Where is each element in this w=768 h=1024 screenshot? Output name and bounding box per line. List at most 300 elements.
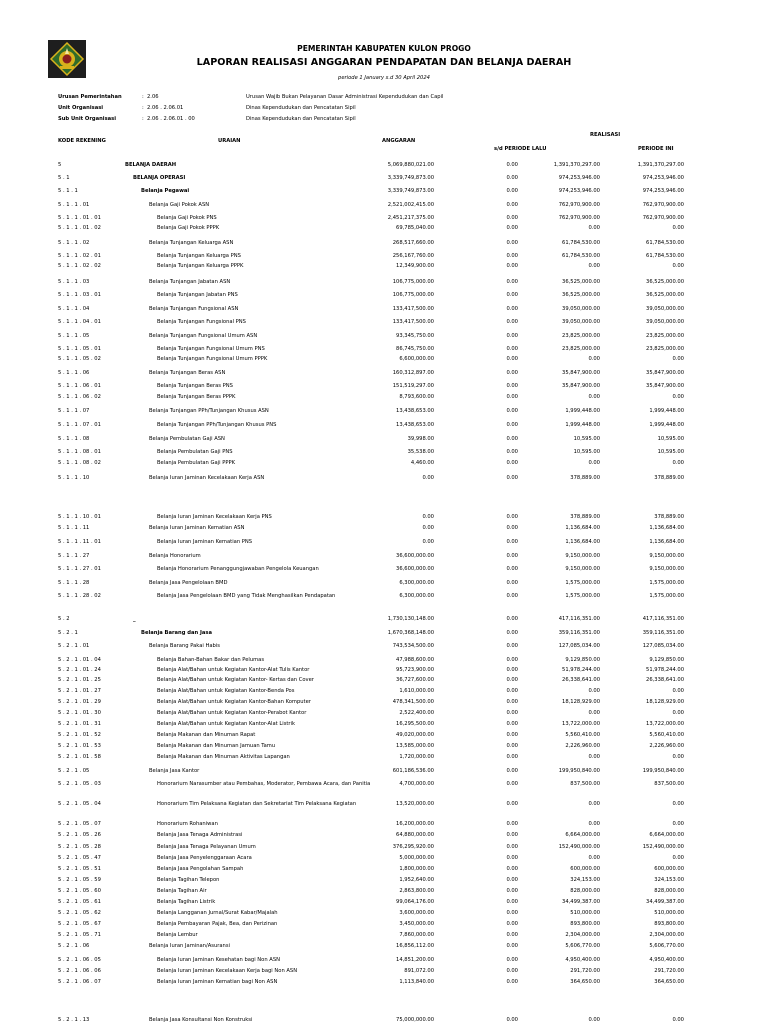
meta-colon: :	[142, 105, 144, 111]
realization-previous-period: 0.00	[506, 910, 518, 916]
account-code: 5 . 1 . 1 . 28	[58, 580, 90, 586]
account-code: 5 . 2 . 1 . 05 . 28	[58, 844, 101, 850]
realization-cumulative: 5,560,410.00	[649, 732, 684, 738]
budget-amount: 1,113,840.00	[399, 979, 434, 985]
budget-amount: 16,856,112.00	[396, 943, 434, 949]
account-description: Belanja Alat/Bahan untuk Kegiatan Kantor-Bahan Komputer	[157, 699, 311, 705]
budget-amount: 1,952,640.00	[399, 877, 434, 883]
account-code: 5 . 2 . 1 . 01 . 53	[58, 743, 101, 749]
account-code: 5 . 1 . 1 . 10	[58, 475, 90, 481]
realization-previous-period: 0.00	[506, 957, 518, 963]
account-description: Belanja Pegawai	[141, 188, 190, 194]
meta-desc: Dinas Kependudukan dan Pencatatan Sipil	[246, 116, 356, 122]
realization-previous-period: 0.00	[506, 356, 518, 362]
budget-amount: 3,600,000.00	[399, 910, 434, 916]
budget-amount: 64,880,000.00	[396, 832, 434, 838]
account-description: Belanja Tunjangan Fungsional Umum PNS	[157, 346, 265, 352]
realization-cumulative: 0.00	[672, 688, 684, 694]
account-code: 5 . 2 . 1 . 01 . 31	[58, 721, 101, 727]
realization-previous-period: 0.00	[506, 188, 518, 194]
realization-this-period: 1,391,370,297.00	[553, 162, 600, 168]
budget-amount: 13,520,000.00	[396, 801, 434, 807]
budget-amount: 12,349,900.00	[396, 263, 434, 269]
meta-label: Urusan Pemerintahan	[58, 94, 122, 100]
account-code: 5	[58, 162, 62, 168]
budget-amount: 36,600,000.00	[396, 566, 434, 572]
realization-previous-period: 0.00	[506, 710, 518, 716]
account-description: _	[133, 616, 136, 622]
account-code: 5 . 1 . 1	[58, 188, 78, 194]
account-code: 5 . 1 . 1 . 27	[58, 553, 90, 559]
account-description: Honorarium Rohaniwan	[157, 821, 218, 827]
col-header-kode: KODE REKENING	[58, 138, 106, 144]
account-code: 5 . 2	[58, 616, 70, 622]
realization-previous-period: 0.00	[506, 801, 518, 807]
account-code: 5 . 2 . 1 . 05 . 03	[58, 781, 101, 787]
realization-cumulative: 61,784,530.00	[646, 253, 684, 259]
account-description: Belanja Tunjangan Keluarga ASN	[149, 240, 234, 246]
budget-amount: 133,417,500.00	[392, 319, 434, 325]
account-code: 5 . 2 . 1 . 05 . 62	[58, 910, 101, 916]
realization-previous-period: 0.00	[506, 460, 518, 466]
budget-amount: 268,517,660.00	[392, 240, 434, 246]
realization-previous-period: 0.00	[506, 1017, 518, 1023]
account-description: Honorarium Narasumber atau Pembahas, Moderator, Pembawa Acara, dan Panitia	[157, 781, 371, 787]
realization-this-period: 26,338,641.00	[562, 677, 600, 683]
account-code: 5 . 2 . 1 . 01 . 25	[58, 677, 101, 683]
account-code: 5 . 1 . 1 . 05 . 02	[58, 356, 101, 362]
budget-amount: 6,300,000.00	[399, 580, 434, 586]
realization-previous-period: 0.00	[506, 877, 518, 883]
budget-amount: 35,538.00	[407, 449, 434, 455]
realization-cumulative: 4,950,400.00	[649, 957, 684, 963]
account-description: Belanja Tunjangan Jabatan ASN	[149, 279, 231, 285]
account-code: 5 . 1 . 1 . 27 . 01	[58, 566, 101, 572]
account-code: 5 . 1 . 1 . 01 . 01	[58, 215, 101, 221]
account-code: 5 . 2 . 1 . 01 . 27	[58, 688, 101, 694]
realization-cumulative: 36,525,000.00	[646, 279, 684, 285]
col-header-anggaran: ANGGARAN	[382, 138, 416, 144]
budget-amount: 1,720,000.00	[399, 754, 434, 760]
account-code: 5 . 1 . 1 . 04 . 01	[58, 319, 101, 325]
meta-label: Sub Unit Organisasi	[58, 116, 117, 122]
budget-amount: 36,600,000.00	[396, 553, 434, 559]
budget-amount: 106,775,000.00	[392, 292, 434, 298]
realization-cumulative: 1,999,448.00	[649, 422, 684, 428]
realization-cumulative: 35,847,900.00	[646, 370, 684, 376]
realization-previous-period: 0.00	[506, 566, 518, 572]
realization-cumulative: 9,129,850.00	[649, 657, 684, 663]
meta-desc: Dinas Kependudukan dan Pencatatan Sipil	[246, 105, 356, 111]
report-title: LAPORAN REALISASI ANGGARAN PENDAPATAN DAN BELANJA DAERAH	[196, 57, 572, 68]
realization-cumulative: 199,950,840.00	[642, 768, 684, 774]
realization-this-period: 828,000.00	[570, 888, 600, 894]
realization-cumulative: 34,499,387.00	[646, 899, 684, 905]
realization-this-period: 9,150,000.00	[565, 553, 600, 559]
realization-cumulative: 35,847,900.00	[646, 383, 684, 389]
account-code: 5 . 1 . 1 . 02	[58, 240, 90, 246]
realization-this-period: 0.00	[588, 225, 600, 231]
realization-cumulative: 974,253,946.00	[642, 175, 684, 181]
realization-cumulative: 828,000.00	[654, 888, 684, 894]
realization-previous-period: 0.00	[506, 215, 518, 221]
account-code: 5 . 2 . 1 . 01 . 30	[58, 710, 101, 716]
realization-cumulative: 0.00	[672, 801, 684, 807]
account-code: 5 . 2 . 1 . 05 . 61	[58, 899, 101, 905]
account-code: 5 . 1 . 1 . 11 . 01	[58, 539, 101, 545]
realization-previous-period: 0.00	[506, 593, 518, 599]
account-code: 5 . 2 . 1 . 06 . 06	[58, 968, 101, 974]
budget-amount: 13,585,000.00	[396, 743, 434, 749]
budget-amount: 16,295,500.00	[396, 721, 434, 727]
realization-this-period: 18,128,929.00	[562, 699, 600, 705]
realization-this-period: 974,253,946.00	[558, 175, 600, 181]
budget-amount: 133,417,500.00	[392, 306, 434, 312]
realization-previous-period: 0.00	[506, 979, 518, 985]
budget-amount: 3,450,000.00	[399, 921, 434, 927]
account-code: 5 . 2 . 1 . 01 . 29	[58, 699, 101, 705]
realization-this-period: 417,116,351.00	[558, 616, 600, 622]
account-code: 5 . 2 . 1 . 05 . 67	[58, 921, 101, 927]
realization-this-period: 6,664,000.00	[565, 832, 600, 838]
realization-previous-period: 0.00	[506, 346, 518, 352]
budget-amount: 36,727,600.00	[396, 677, 434, 683]
account-code: 5 . 1 . 1 . 07	[58, 408, 90, 414]
realization-cumulative: 837,500.00	[654, 781, 684, 787]
realization-previous-period: 0.00	[506, 514, 518, 520]
realization-this-period: 378,889.00	[570, 475, 600, 481]
realization-previous-period: 0.00	[506, 202, 518, 208]
realization-cumulative: 0.00	[672, 710, 684, 716]
account-code: 5 . 1 . 1 . 11	[58, 525, 90, 531]
realization-cumulative: 2,304,000.00	[649, 932, 684, 938]
realization-cumulative: 0.00	[672, 263, 684, 269]
account-code: 5 . 1 . 1 . 03 . 01	[58, 292, 101, 298]
budget-amount: 69,785,040.00	[396, 225, 434, 231]
realization-previous-period: 0.00	[506, 921, 518, 927]
account-code: 5 . 2 . 1 . 05 . 60	[58, 888, 101, 894]
realization-cumulative: 36,525,000.00	[646, 292, 684, 298]
account-code: 5 . 1 . 1 . 06 . 01	[58, 383, 101, 389]
realization-this-period: 1,999,448.00	[565, 422, 600, 428]
realization-previous-period: 0.00	[506, 699, 518, 705]
realization-cumulative: 1,575,000.00	[649, 593, 684, 599]
account-description: Belanja Bahan-Bahan Bakar dan Pelumas	[157, 657, 265, 663]
realization-this-period: 0.00	[588, 356, 600, 362]
realization-this-period: 1,136,684.00	[565, 539, 600, 545]
realization-this-period: 974,253,946.00	[558, 188, 600, 194]
realization-previous-period: 0.00	[506, 888, 518, 894]
col-header-lalu: s/d PERIODE LALU	[494, 146, 547, 152]
account-description: Belanja Jasa Tenaga Administrasi	[157, 832, 243, 838]
realization-cumulative: 39,050,000.00	[646, 306, 684, 312]
account-description: Belanja Tunjangan Beras PNS	[157, 383, 233, 389]
account-code: 5 . 2 . 1 . 05 . 26	[58, 832, 101, 838]
budget-amount: 6,600,000.00	[399, 356, 434, 362]
account-description: Belanja Tagihan Air	[157, 888, 207, 894]
realization-this-period: 2,226,960.00	[565, 743, 600, 749]
realization-this-period: 0.00	[588, 801, 600, 807]
account-description: Belanja Langganan Jurnal/Surat Kabar/Majalah	[157, 910, 278, 916]
realization-this-period: 1,999,448.00	[565, 408, 600, 414]
account-description: Belanja Tunjangan Keluarga PPPK	[157, 263, 244, 269]
realization-cumulative: 9,150,000.00	[649, 553, 684, 559]
realization-this-period: 9,129,850.00	[565, 657, 600, 663]
realization-cumulative: 0.00	[672, 821, 684, 827]
budget-amount: 478,341,500.00	[392, 699, 434, 705]
realization-previous-period: 0.00	[506, 743, 518, 749]
col-header-realisasi: REALISASI	[590, 132, 621, 138]
realization-previous-period: 0.00	[506, 319, 518, 325]
budget-amount: 13,438,653.00	[396, 408, 434, 414]
realization-previous-period: 0.00	[506, 643, 518, 649]
realization-cumulative: 6,664,000.00	[649, 832, 684, 838]
realization-previous-period: 0.00	[506, 539, 518, 545]
account-description: Belanja Jasa Pengolahan Sampah	[157, 866, 244, 872]
realization-this-period: 291,720.00	[570, 968, 600, 974]
realization-this-period: 0.00	[588, 263, 600, 269]
account-code: 5 . 1 . 1 . 10 . 01	[58, 514, 101, 520]
account-description: Belanja Makanan dan Minuman Jamuan Tamu	[157, 743, 276, 749]
account-description: Belanja Jasa Pengelolaan BMD yang Tidak Menghasilkan Pendapatan	[157, 593, 336, 599]
realization-previous-period: 0.00	[506, 630, 518, 636]
realization-this-period: 39,050,000.00	[562, 306, 600, 312]
budget-amount: 13,438,653.00	[396, 422, 434, 428]
realization-cumulative: 61,784,530.00	[646, 240, 684, 246]
account-code: 5 . 1 . 1 . 01 . 02	[58, 225, 101, 231]
account-description: Belanja Tagihan Listrik	[157, 899, 216, 905]
budget-amount: 5,000,000.00	[399, 855, 434, 861]
realization-cumulative: 417,116,351.00	[642, 616, 684, 622]
realization-previous-period: 0.00	[506, 422, 518, 428]
account-description: Belanja Alat/Bahan untuk Kegiatan Kantor-Perabot Kantor	[157, 710, 307, 716]
realization-this-period: 837,500.00	[570, 781, 600, 787]
account-description: Belanja Tunjangan Beras PPPK	[157, 394, 236, 400]
realization-previous-period: 0.00	[506, 475, 518, 481]
account-code: 5 . 1 . 1 . 08 . 01	[58, 449, 101, 455]
budget-amount: 4,460.00	[410, 460, 434, 466]
account-description: Honorarium Tim Pelaksana Kegiatan dan Sekretariat Tim Pelaksana Kegiatan	[157, 801, 357, 807]
realization-previous-period: 0.00	[506, 855, 518, 861]
realization-this-period: 0.00	[588, 394, 600, 400]
realization-this-period: 762,970,900.00	[558, 202, 600, 208]
realization-cumulative: 1,575,000.00	[649, 580, 684, 586]
realization-previous-period: 0.00	[506, 333, 518, 339]
realization-previous-period: 0.00	[506, 553, 518, 559]
realization-cumulative: 0.00	[672, 1017, 684, 1023]
budget-amount: 151,519,297.00	[392, 383, 434, 389]
realization-this-period: 0.00	[588, 688, 600, 694]
realization-cumulative: 324,153.00	[654, 877, 684, 883]
realization-this-period: 127,085,034.00	[558, 643, 600, 649]
account-description: Belanja Iuran Jaminan Kematian ASN	[149, 525, 245, 531]
account-description: Belanja Tunjangan PPh/Tunjangan Khusus ASN	[149, 408, 269, 414]
realization-previous-period: 0.00	[506, 279, 518, 285]
account-code: 5 . 2 . 1 . 05 . 04	[58, 801, 101, 807]
realization-this-period: 51,978,244.00	[562, 667, 600, 673]
realization-previous-period: 0.00	[506, 657, 518, 663]
realization-cumulative: 9,150,000.00	[649, 566, 684, 572]
realization-previous-period: 0.00	[506, 370, 518, 376]
meta-code: 2.06 . 2.06.01	[147, 105, 184, 111]
realization-this-period: 23,825,000.00	[562, 346, 600, 352]
budget-amount: 1,610,000.00	[399, 688, 434, 694]
realization-this-period: 61,784,530.00	[562, 253, 600, 259]
account-description: Belanja Lembur	[157, 932, 198, 938]
realization-cumulative: 893,800.00	[654, 921, 684, 927]
realization-cumulative: 0.00	[672, 225, 684, 231]
realization-this-period: 39,050,000.00	[562, 319, 600, 325]
realization-cumulative: 1,391,370,297.00	[637, 162, 684, 168]
account-code: 5 . 2 . 1 . 13	[58, 1017, 90, 1023]
realization-previous-period: 0.00	[506, 394, 518, 400]
realization-previous-period: 0.00	[506, 383, 518, 389]
realization-cumulative: 0.00	[672, 754, 684, 760]
account-code: 5 . 1 . 1 . 03	[58, 279, 90, 285]
budget-amount: 75,000,000.00	[396, 1017, 434, 1023]
realization-cumulative: 364,650.00	[654, 979, 684, 985]
account-description: Belanja Tunjangan Fungsional Umum ASN	[149, 333, 258, 339]
realization-previous-period: 0.00	[506, 449, 518, 455]
realization-previous-period: 0.00	[506, 253, 518, 259]
account-description: Belanja Gaji Pokok PNS	[157, 215, 217, 221]
realization-this-period: 0.00	[588, 855, 600, 861]
realization-cumulative: 762,970,900.00	[642, 202, 684, 208]
realization-cumulative: 510,000.00	[654, 910, 684, 916]
budget-amount: 4,700,000.00	[399, 781, 434, 787]
account-description: Belanja Makanan dan Minuman Rapat	[157, 732, 256, 738]
realization-this-period: 5,560,410.00	[565, 732, 600, 738]
realization-this-period: 510,000.00	[570, 910, 600, 916]
account-code: 5 . 1 . 1 . 05 . 01	[58, 346, 101, 352]
account-code: 5 . 1 . 1 . 02 . 02	[58, 263, 101, 269]
account-code: 5 . 2 . 1 . 05	[58, 768, 90, 774]
realization-cumulative: 10,595.00	[657, 436, 684, 442]
budget-amount: 47,988,600.00	[396, 657, 434, 663]
realization-previous-period: 0.00	[506, 306, 518, 312]
realization-cumulative: 0.00	[672, 855, 684, 861]
account-description: Belanja Tunjangan Beras ASN	[149, 370, 226, 376]
realization-cumulative: 600,000.00	[654, 866, 684, 872]
realization-cumulative: 974,253,946.00	[642, 188, 684, 194]
account-code: 5 . 2 . 1 . 05 . 07	[58, 821, 101, 827]
account-code: 5 . 2 . 1	[58, 630, 78, 636]
account-code: 5 . 2 . 1 . 06 . 05	[58, 957, 101, 963]
budget-amount: 86,745,750.00	[396, 346, 434, 352]
realization-cumulative: 10,595.00	[657, 449, 684, 455]
realization-this-period: 199,950,840.00	[558, 768, 600, 774]
realization-this-period: 359,116,351.00	[558, 630, 600, 636]
realization-previous-period: 0.00	[506, 677, 518, 683]
account-code: 5 . 2 . 1 . 05 . 59	[58, 877, 101, 883]
realization-cumulative: 378,889.00	[654, 514, 684, 520]
col-header-uraian: URAIAN	[218, 138, 241, 144]
meta-desc: Urusan Wajib Bukan Pelayanan Dasar Administrasi Kependudukan dan Capil	[246, 94, 444, 100]
realization-cumulative: 0.00	[672, 356, 684, 362]
realization-previous-period: 0.00	[506, 866, 518, 872]
budget-amount: 0.00	[422, 539, 434, 545]
account-description: BELANJA OPERASI	[133, 175, 186, 181]
account-description: Belanja Jasa Konsultansi Non Konstruksi	[149, 1017, 253, 1023]
account-code: 5 . 1	[58, 175, 70, 181]
realization-cumulative: 127,085,034.00	[642, 643, 684, 649]
budget-amount: 0.00	[422, 525, 434, 531]
account-description: Belanja Tunjangan Fungsional PNS	[157, 319, 246, 325]
budget-amount: 891,072.00	[404, 968, 434, 974]
account-description: Belanja Gaji Pokok PPPK	[157, 225, 220, 231]
realization-previous-period: 0.00	[506, 768, 518, 774]
account-code: 5 . 2 . 1 . 05 . 47	[58, 855, 101, 861]
account-code: 5 . 2 . 1 . 01	[58, 643, 90, 649]
meta-label: Unit Organisasi	[58, 105, 104, 111]
realization-this-period: 10,595.00	[573, 436, 600, 442]
account-code: 5 . 2 . 1 . 01 . 24	[58, 667, 101, 673]
realization-previous-period: 0.00	[506, 580, 518, 586]
account-code: 5 . 1 . 1 . 01	[58, 202, 90, 208]
realization-cumulative: 26,338,641.00	[646, 677, 684, 683]
realization-this-period: 4,950,400.00	[565, 957, 600, 963]
report-period: periode 1 January s.d 30 April 2024	[338, 75, 430, 81]
account-description: Belanja Tunjangan Jabatan PNS	[157, 292, 238, 298]
realization-previous-period: 0.00	[506, 162, 518, 168]
realization-this-period: 762,970,900.00	[558, 215, 600, 221]
account-description: Belanja Jasa Tenaga Pelayanan Umum	[157, 844, 256, 850]
account-description: Belanja Honorarium Penanggungjawaban Pengelola Keuangan	[157, 566, 319, 572]
budget-amount: 95,723,900.00	[396, 667, 434, 673]
realization-cumulative: 291,720.00	[654, 968, 684, 974]
col-header-ini: PERIODE INI	[638, 146, 674, 152]
budget-amount: 93,345,750.00	[396, 333, 434, 339]
account-code: 5 . 1 . 1 . 02 . 01	[58, 253, 101, 259]
budget-amount: 7,860,000.00	[399, 932, 434, 938]
realization-previous-period: 0.00	[506, 781, 518, 787]
realization-previous-period: 0.00	[506, 832, 518, 838]
account-description: Belanja Tunjangan Keluarga PNS	[157, 253, 241, 259]
budget-amount: 0.00	[422, 475, 434, 481]
budget-amount: 2,451,217,375.00	[387, 215, 434, 221]
budget-amount: 601,186,536.00	[392, 768, 434, 774]
realization-cumulative: 23,825,000.00	[646, 346, 684, 352]
realization-cumulative: 23,825,000.00	[646, 333, 684, 339]
realization-previous-period: 0.00	[506, 667, 518, 673]
account-description: Belanja Pembulatan Gaji ASN	[149, 436, 225, 442]
budget-amount: 1,670,368,148.00	[387, 630, 434, 636]
account-description: Belanja Gaji Pokok ASN	[149, 202, 210, 208]
realization-previous-period: 0.00	[506, 754, 518, 760]
realization-previous-period: 0.00	[506, 721, 518, 727]
account-description: Belanja Barang dan Jasa	[141, 630, 212, 636]
realization-this-period: 1,136,684.00	[565, 525, 600, 531]
budget-amount: 99,064,176.00	[396, 899, 434, 905]
budget-amount: 256,167,760.00	[392, 253, 434, 259]
realization-this-period: 0.00	[588, 754, 600, 760]
realization-cumulative: 1,136,684.00	[649, 525, 684, 531]
realization-cumulative: 1,999,448.00	[649, 408, 684, 414]
realization-this-period: 10,595.00	[573, 449, 600, 455]
realization-this-period: 0.00	[588, 710, 600, 716]
realization-this-period: 35,847,900.00	[562, 370, 600, 376]
budget-amount: 2,522,400.00	[399, 710, 434, 716]
realization-cumulative: 39,050,000.00	[646, 319, 684, 325]
realization-this-period: 378,889.00	[570, 514, 600, 520]
realization-this-period: 324,153.00	[570, 877, 600, 883]
account-code: 5 . 2 . 1 . 05 . 71	[58, 932, 101, 938]
account-code: 5 . 2 . 1 . 05 . 51	[58, 866, 101, 872]
account-description: Belanja Alat/Bahan untuk Kegiatan Kantor-Alat Tulis Kantor	[157, 667, 310, 673]
realization-cumulative: 762,970,900.00	[642, 215, 684, 221]
realization-cumulative: 2,226,960.00	[649, 743, 684, 749]
budget-amount: 39,998.00	[407, 436, 434, 442]
